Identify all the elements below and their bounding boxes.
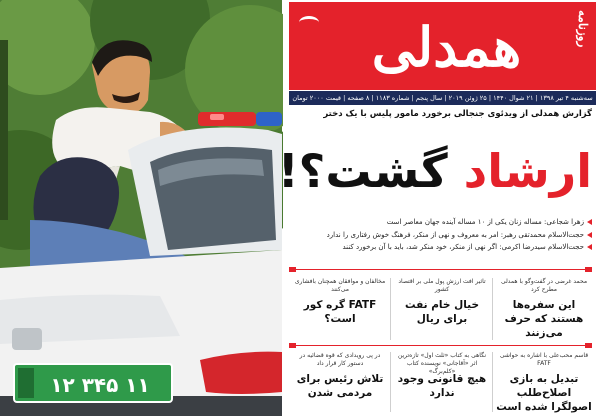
newspaper-logo-prefix: روزنامه <box>576 10 590 48</box>
bird-logo-icon <box>299 16 319 29</box>
dateline-bar: سه‌شنبه ۴ تیر ۱۳۹۸ | ۲۱ شوال ۱۴۴۰ | ۲۵ ژوئن ۲۰۱۹ | سال پنجم | شماره ۱۱۸۳ | ۸ صفحه | قیمت ۲۰۰۰ تومان <box>289 91 596 105</box>
front-page-column <box>277 0 600 416</box>
story-title: این سفره‌ها هستند که حرف می‌زنند <box>504 299 584 339</box>
divider-marker <box>289 267 296 272</box>
story-box[interactable] <box>292 276 388 326</box>
quote-item: حجت‌الاسلام محمدتقی رهبر: امر به معروف و نهی از منکر، فرهنگ خوش رفتاری را ندارد <box>294 229 592 242</box>
story-title: تبدیل به بازی اصلاح‌طلب اصولگرا شده است <box>496 373 592 413</box>
quote-item: زهرا شجاعی: مساله زنان یکی از ۱۰ مساله آینده جهان معاصر است <box>294 216 592 229</box>
story-kicker: نگاهی به کتاب «ثلث اول» تازه‌ترین اثر «آقاجانی» نویسنده کتاب «کلم‌برگ» <box>397 352 487 375</box>
story-title: FATF گره کور است؟ <box>303 299 377 325</box>
illustration-svg <box>0 0 282 416</box>
story-title: خیال خام نفت برای ریال <box>404 299 480 325</box>
headline-red: ارشاد <box>463 144 592 198</box>
column-divider <box>390 352 391 412</box>
car-taillight <box>200 352 282 394</box>
section-divider <box>292 269 592 270</box>
cover-illustration <box>0 0 282 416</box>
masthead <box>289 2 596 90</box>
column-divider <box>492 352 493 412</box>
divider-marker <box>585 343 592 348</box>
quote-item: حجت‌الاسلام سیدرضا اکرمی: اگر نهی از منکر، خود منکر شد، باید با آن برخورد کنند <box>294 241 592 254</box>
lead-quotes <box>294 216 592 254</box>
headline-dark: گشت؟! <box>277 144 448 198</box>
column-divider <box>492 278 493 340</box>
story-kicker: در پی رویدادی که قوه قضائیه در دستور کار قرار داد <box>299 352 381 367</box>
story-box[interactable] <box>496 276 592 340</box>
story-box[interactable] <box>394 276 490 326</box>
story-title: هیچ قانونی وجود ندارد <box>397 373 487 399</box>
section-divider <box>292 345 592 346</box>
story-kicker: محمد غرضی در گفت‌وگو با همدلی مطرح کرد <box>500 278 588 293</box>
story-box[interactable] <box>394 350 490 400</box>
lead-headline <box>277 128 592 214</box>
lead-kicker: گزارش همدلی از ویدئوی جنجالی برخورد مامور پلیس با یک دختر <box>323 109 592 119</box>
story-box[interactable] <box>496 350 592 414</box>
column-divider <box>390 278 391 340</box>
story-box[interactable] <box>292 350 388 400</box>
story-title: تلاش رئیس برای مردمی شدن <box>296 373 384 399</box>
divider-marker <box>289 343 296 348</box>
divider-marker <box>585 267 592 272</box>
story-kicker: قاسم محب‌علی با اشاره به حواشی FATF <box>499 352 589 367</box>
siren-light-icon <box>198 112 256 126</box>
story-kicker: مخالفان و موافقان همچنان بافشاری می‌کنند <box>294 278 386 293</box>
story-kicker: تاثیر افت ارزش پول ملی بر اقتصاد کشور <box>398 278 486 293</box>
plate-number: ۱۲ ۳۴۵ ۱۱ <box>50 373 150 397</box>
newspaper-logo: همدلی <box>371 15 522 79</box>
